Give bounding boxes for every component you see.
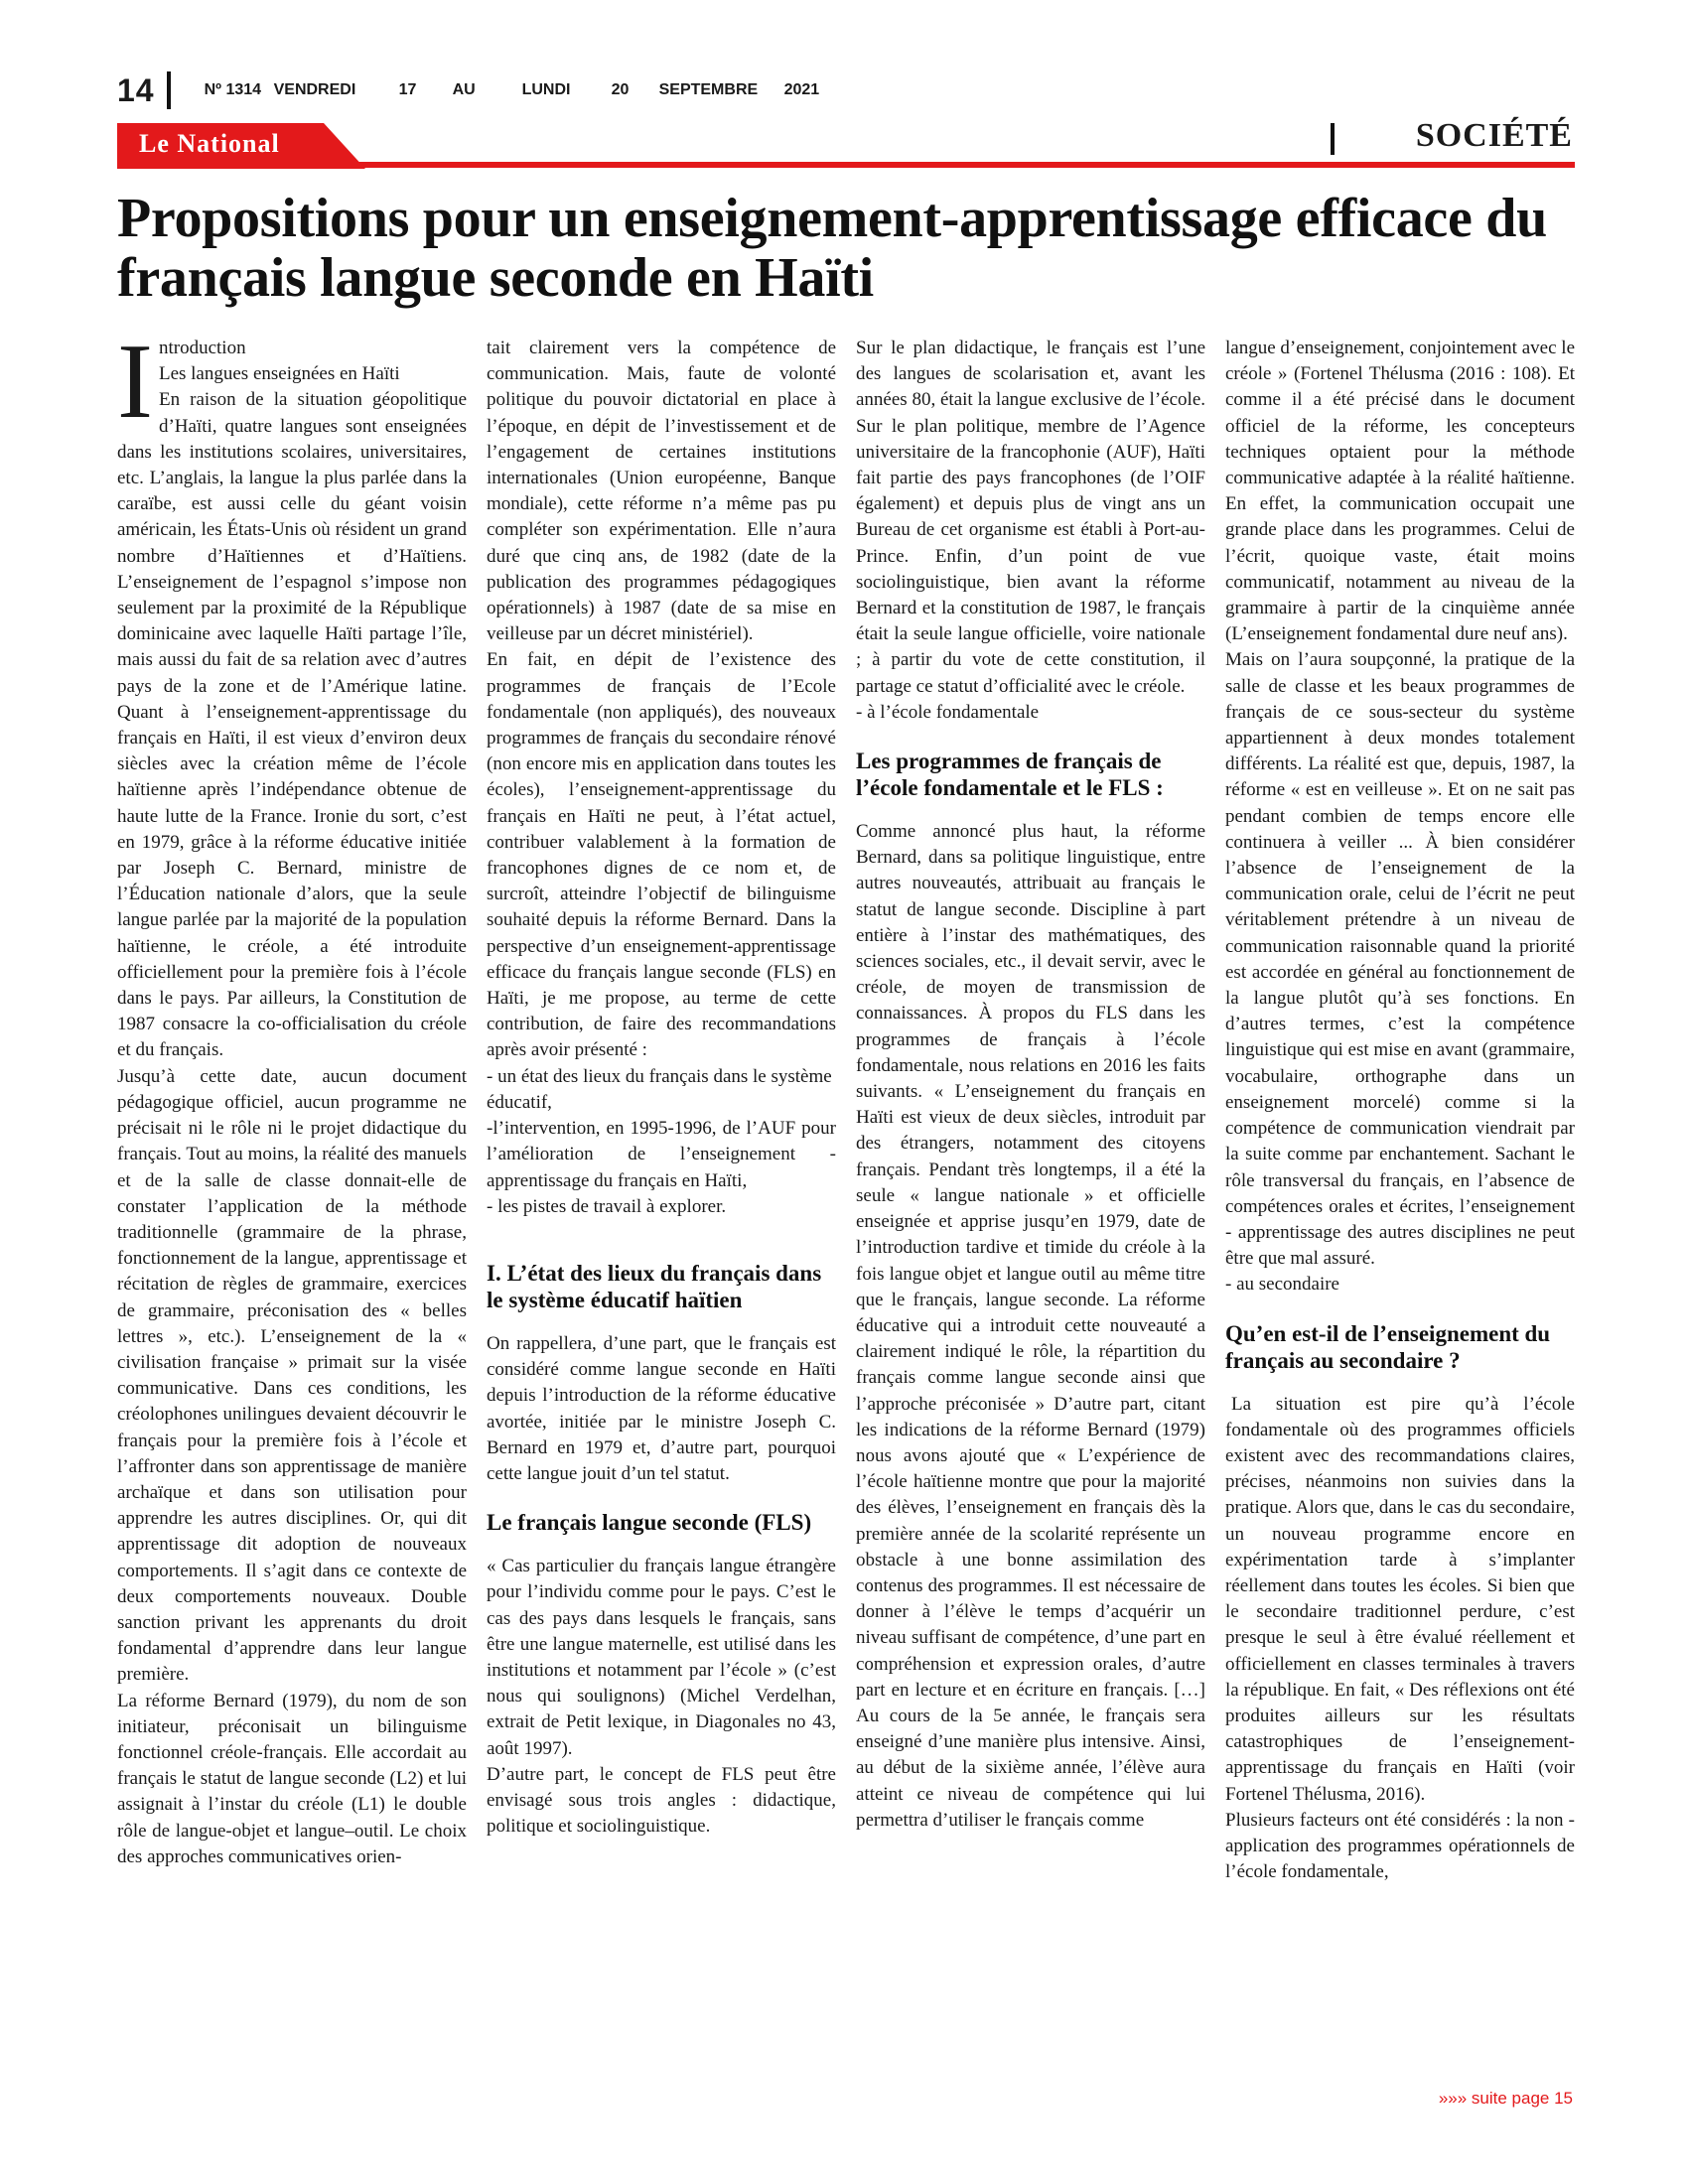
page-number: 14	[117, 71, 155, 108]
article-column-2	[487, 336, 836, 1840]
issue-weekday-start: VENDREDI	[273, 81, 356, 98]
list-item: - à l’école fondamentale	[856, 701, 1040, 723]
section-divider	[1331, 123, 1335, 155]
article-title: Propositions pour un enseignement-apprentissage efficace du français langue seconde en Haïti	[117, 188, 1547, 309]
list-item: - les pistes de travail à explorer.	[487, 1195, 727, 1217]
continued-link[interactable]: »»» suite page 15	[1438, 2089, 1573, 2108]
drop-cap: I	[117, 323, 153, 441]
paragraph: En fait, en dépit de l’existence des programmes de français de l’Ecole fondamentale (non appliqués), des nouveaux programmes de français du secondaire rénové (non encore mis en application dans toutes les écoles), l’enseignement-apprentissage du français en Haïti ne peut, à l’état actuel, contribuer valablement à la formation de francophones dignes de ce nom et, de surcroît, atteindre l’objectif de bilinguisme souhaité depuis la réforme Bernard. Dans la perspective d’un enseignement-apprentissage efficace du français langue seconde (FLS) en Haïti, je me propose, au terme de cette contribution, de faire des recommandations après avoir présenté :	[487, 649, 836, 1061]
list-item: -l’intervention, en 1995-1996, de l’AUF pour l’amélioration de l’enseignement -apprentissage du français en Haïti,	[487, 1118, 836, 1191]
page-header	[117, 66, 819, 115]
section-heading: Les programmes de français de l’école fondamentale et le FLS :	[856, 749, 1164, 801]
issue-year: 2021	[783, 81, 820, 98]
paragraph: La réforme Bernard (1979), du nom de son initiateur, préconisait un bilinguisme fonctionnel créole-français. Elle accordait au français le statut de langue seconde (L2) et lui assignait à l’instar du créole (L1) le double rôle de langue-objet et langue–outil. Le choix des approches communicatives orien-	[117, 1690, 467, 1867]
issue-number: Nº 1314	[204, 81, 262, 98]
list-item: - un état des lieux du français dans le système éducatif,	[487, 1065, 832, 1113]
section-heading: Qu’en est-il de l’enseignement du français au secondaire ?	[1225, 1320, 1551, 1373]
paragraph: Comme annoncé plus haut, la réforme Bernard, dans sa politique linguistique, entre autres nouveautés, attribuait au français le statut de langue seconde. Discipline à part entière à l’instar des mathématiques, des sciences sociales, etc., il devait servir, avec le créole, de moyen de transmission de connaissances. À propos du FLS dans les programmes de français à l’école fondamentale, nous relations en 2016 les faits suivants. « L’enseignement du français en Haïti est vieux de deux siècles, introduit par des étrangers, notamment des citoyens français. Pendant très longtemps, il a été la seule « langue nationale » et officielle enseignée et apprise jusqu’en 1979, date de l’introduction tardive et timide du créole à la fois langue objet et langue outil au même titre que le français, langue seconde. La réforme éducative qui a introduit cette nouveauté a clairement indiqué le rôle, la répartition du français comme langue seconde ainsi que l’approche préconisée » D’autre part, citant les indications de la réforme Bernard (1979) nous avons ajouté que « L’expérience de l’école haïtienne montre que pour la majorité des élèves, l’enseignement en français dès la première année de la scolarité représente un obstacle à une bonne assimilation des contenus des programmes. Il est nécessaire de donner à l’élève le temps d’acquérir un niveau suffisant de compétence, d’une part en compréhension et expression orales, d’autre part en lecture et en écriture en français. […] Au cours de la 5e année, le français sera enseigné d’une manière plus intensive. Ainsi, au début de la sixième année, l’élève aura atteint ce niveau de compétence qui lui permettra d’utiliser le français comme	[856, 821, 1205, 1831]
issue-line	[205, 81, 820, 99]
paragraph: On rappellera, d’une part, que le français est considéré comme langue seconde en Haïti depuis l’introduction de la réforme éducative avortée, initiée par le ministre Joseph C. Bernard en 1979 et, d’autre part, pourquoi cette langue jouit d’un tel statut.	[487, 1332, 836, 1484]
section-heading: I. L’état des lieux du français dans le système éducatif haïtien	[487, 1260, 822, 1312]
paragraph: D’autre part, le concept de FLS peut être envisagé sous trois angles : didactique, politique et sociolinguistique.	[487, 1763, 836, 1838]
header-divider	[167, 71, 171, 109]
paragraph: En raison de la situation géopolitique d’Haïti, quatre langues sont enseignées dans les institutions scolaires, universitaires, etc. L’anglais, la langue la plus parlée dans la caraïbe, est aussi celle du géant voisin américain, les États-Unis où résident un grand nombre d’Haïtiennes et d’Haïtiens. L’enseignement de l’espagnol s’impose non seulement par la proximité de la République dominicaine avec laquelle Haïti partage l’île, mais aussi du fait de sa relation avec d’autres pays de la zone et de l’Amérique latine. Quant à l’enseignement-apprentissage du français en Haïti, il est vieux d’environ deux siècles avec la création même de l’école haïtienne après l’indépendance obtenue de haute lutte de la France. Ironie du sort, c’est en 1979, grâce à la réforme éducative initiée par Joseph C. Bernard, ministre de l’Éducation nationale d’alors, que la seule langue parlée par la majorité de la population haïtienne, le créole, a été introduite officiellement pour la première fois à l’école dans le pays. Par ailleurs, la Constitution de 1987 consacre la co-officialisation du créole et du français.	[117, 389, 467, 1061]
intro-subtitle: Les langues enseignées en Haïti	[158, 363, 400, 385]
paragraph: Sur le plan didactique, le français est l’une des langues de scolarisation et, avant les années 80, était la langue exclusive de l’école. Sur le plan politique, membre de l’Agence universitaire de la francophonie (AUF), Haïti fait partie des pays francophones (de l’OIF également) et depuis plus de vingt ans un Bureau de cet organisme est établi à Port-au-Prince. Enfin, d’un point de vue sociolinguistique, bien avant la réforme Bernard et la constitution de 1987, le français était la seule langue officielle, voire nationale ; à partir du vote de cette constitution, il partage ce statut d’officialité avec le créole.	[856, 338, 1205, 697]
section-title: SOCIÉTÉ	[1415, 117, 1573, 154]
paragraph: Plusieurs facteurs ont été considérés : la non -application des programmes opérationnels de l’école fondamentale,	[1225, 1809, 1575, 1883]
intro-heading: ntroduction	[158, 338, 246, 358]
article-column-3	[856, 336, 1205, 1834]
paragraph: Jusqu’à cette date, aucun document pédagogique officiel, aucun programme ne précisait ni le rôle ni le projet didactique du français. Tout au moins, la réalité des manuels et de la salle de classe donnait-elle de constater l’application de la méthode traditionnelle (grammaire de la phrase, fonctionnement de la langue, apprentissage et récitation de règles de grammaire, exercices de grammaire, préconisation des « belles lettres », etc.). L’enseignement de la « civilisation française » primait sur la visée communicative. Dans ces conditions, les créolophones unilingues devaient découvrir le français pour la première fois à l’école et l’affronter dans son apprentissage de manière archaïque et dans son utilisation pour apprendre les autres disciplines. Or, qui dit apprentissage dit adoption de nouveaux comportements. Il s’agit dans ce contexte de deux comportements nouveaux. Double sanction privant les apprenants du droit fondamental d’apprendre dans leur langue première.	[117, 1065, 467, 1686]
issue-weekday-end: LUNDI	[521, 81, 571, 98]
issue-au: AU	[452, 81, 476, 98]
paragraph: langue d’enseignement, conjointement avec le créole » (Fortenel Thélusma (2016 : 108). Et comme il a été précisé dans le document officiel de la réforme, les concepteurs techniques optaient pour la méthode communicative adaptée à la réalité haïtienne. En effet, la communication occupait une grande place dans les programmes. Celui de l’écrit, quoique vaste, était moins communicatif, notamment au niveau de la grammaire à partir de la cinquième année (L’enseignement fondamental dure neuf ans).	[1225, 338, 1575, 645]
paragraph: La situation est pire qu’à l’école fondamentale où des programmes officiels existent avec des recommandations claires, précises, néanmoins non suivies dans la pratique. Alors que, dans le cas du secondaire, un nouveau programme encore en expérimentation tarde à s’implanter réellement dans toutes les écoles. Si bien que le secondaire traditionnel perdure, c’est presque le seul à être évalué réellement et officiellement en classes terminales à travers la république. En fait, « Des réflexions ont été produites ailleurs sur les résultats catastrophiques de l’enseignement-apprentissage du français en Haïti (voir Fortenel Thélusma, 2016).	[1225, 1393, 1575, 1805]
paragraph: tait clairement vers la compétence de communication. Mais, faute de volonté politique du pouvoir dictatorial en place à l’époque, en dépit de l’investissement et de l’engagement de certaines institutions internationales (Union européenne, Banque mondiale), cette réforme n’a même pas pu compléter son expérimentation. Elle n’aura duré que cinq ans, de 1982 (date de la publication des programmes pédagogiques opérationnels) à 1987 (date de sa mise en veilleuse par un décret ministériel).	[487, 338, 836, 645]
header-rule	[117, 162, 1575, 168]
issue-day-end: 20	[611, 81, 630, 98]
article-column-4	[1225, 336, 1575, 1885]
article-column-1	[117, 323, 467, 1870]
paragraph: « Cas particulier du français langue étrangère pour l’individu comme pour le pays. C’est le cas des pays dans lesquels le français, sans être une langue maternelle, est utilisé dans les institutions et notamment par l’école » (c’est nous qui soulignons) (Michel Verdelhan, extrait de Petit lexique, in Diagonales no 43, août 1997).	[487, 1556, 836, 1759]
paragraph: Mais on l’aura soupçonné, la pratique de la salle de classe et les beaux programmes de français de ce sous-secteur du système appartiennent à deux mondes totalement différents. La réalité est que, depuis, 1987, la réforme « est en veilleuse ». Et on ne sait pas pendant combien de temps encore elle continuera à veiller ... À bien considérer l’absence de l’enseignement de la communication orale, celui de l’écrit ne peut véritablement prétendre à un niveau de communication raisonnable quand la priorité est accordée en général au fonctionnement de la langue plutôt qu’à ses fonctions. En d’autres termes, c’est la compétence linguistique qui est mise en avant (grammaire, vocabulaire, orthographe dans un enseignement morcelé) comme si la compétence de communication viendrait par la suite comme par enchantement. Sachant le rôle transversal du français, en l’absence de compétences orales et écrites, l’enseignement - apprentissage des autres disciplines ne peut être que mal assuré.	[1225, 649, 1575, 1270]
list-item: - au secondaire	[1225, 1274, 1339, 1296]
brand-logo: Le National	[139, 129, 280, 158]
issue-month: SEPTEMBRE	[658, 81, 759, 98]
section-heading: Le français langue seconde (FLS)	[487, 1510, 812, 1536]
issue-day-start: 17	[398, 81, 417, 98]
